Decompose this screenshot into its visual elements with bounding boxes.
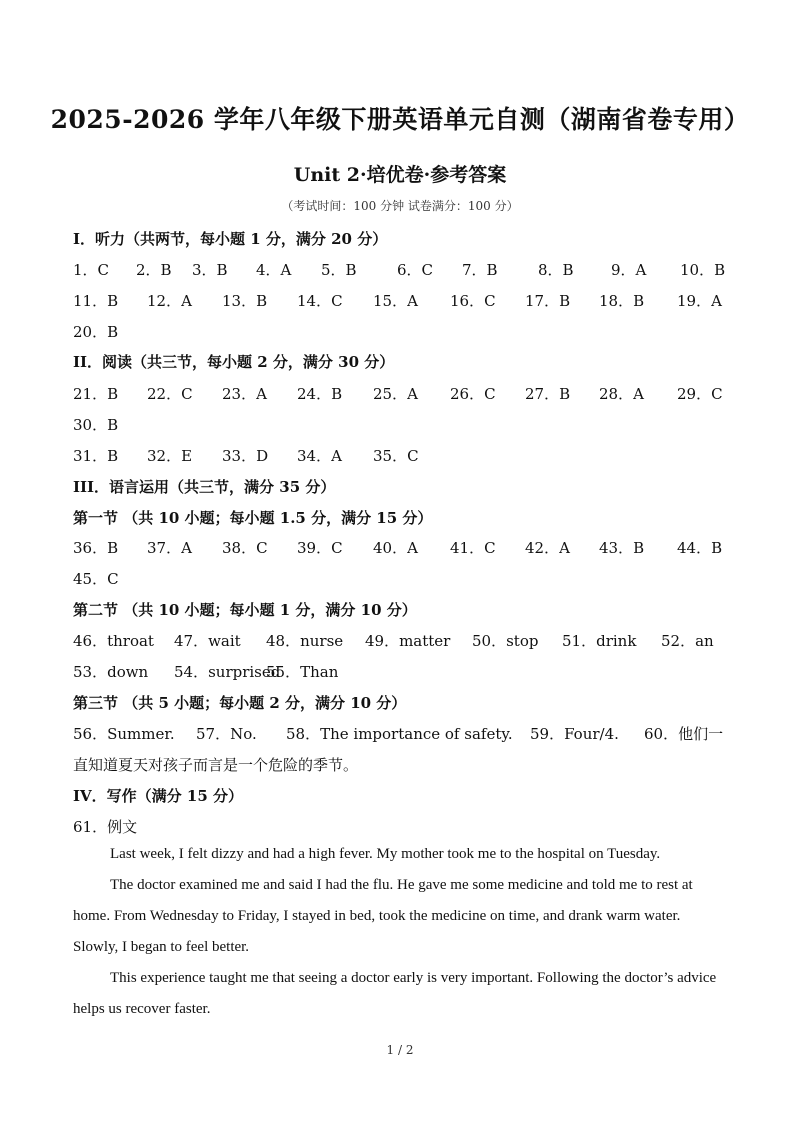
answer-item: 21．B (73, 385, 119, 403)
answer-item: 6．C (397, 261, 434, 279)
answer-item: 11．B (73, 292, 119, 310)
answer-item: 33．D (222, 447, 269, 465)
answer-item: 46．throat (73, 632, 154, 650)
writing-label: 61．例文 (73, 818, 138, 836)
answer-item: 16．C (450, 292, 496, 310)
answer-item: 59．Four/4. (530, 725, 619, 743)
answer-item: 36．B (73, 539, 119, 557)
answer-item: 18．B (599, 292, 645, 310)
listening-heading: I．听力（共两节，每小题 1 分，满分 20 分） (73, 230, 388, 248)
answer-item: 40．A (373, 539, 418, 557)
answer-item: 31．B (73, 447, 119, 465)
answer-item: 24．B (297, 385, 343, 403)
answer-item: 60．他们一 (644, 725, 724, 743)
reading-heading: II．阅读（共三节，每小题 2 分，满分 30 分） (73, 353, 395, 371)
answer-item: 19．A (677, 292, 722, 310)
answer-item: 42．A (525, 539, 570, 557)
answer-item: 1．C (73, 261, 110, 279)
answer-item: 12．A (147, 292, 192, 310)
answer-item: 30．B (73, 416, 119, 434)
answer-item: 45．C (73, 570, 119, 588)
answer-item: 27．B (525, 385, 571, 403)
answer-item: 37．A (147, 539, 192, 557)
exam-info: （考试时间：100 分钟 试卷满分：100 分） (281, 199, 519, 213)
answer-item: 50．stop (472, 632, 539, 650)
language-heading: III．语言运用（共三节，满分 35 分） (73, 478, 336, 496)
answer-item: 2．B (136, 261, 172, 279)
answer-item: 49．matter (365, 632, 451, 650)
answer-item: 14．C (297, 292, 343, 310)
answer-item: 29．C (677, 385, 723, 403)
answer-item: 10．B (680, 261, 726, 279)
exam-title: 2025-2026 学年八年级下册英语单元自测（湖南省卷专用） (50, 105, 750, 134)
answer-item: 52．an (661, 632, 714, 650)
answer-item: 54．surprised (174, 663, 281, 681)
answer-item: 28．A (599, 385, 644, 403)
answer-item: 20．B (73, 323, 119, 341)
answer-item: 17．B (525, 292, 571, 310)
answer-item: 57．No. (196, 725, 257, 743)
page-number: 1 / 2 (386, 1043, 414, 1057)
answer-item: 58．The importance of safety. (286, 725, 513, 743)
answer-item: 7．B (462, 261, 498, 279)
answer-item: 26．C (450, 385, 496, 403)
answer-item: 4．A (256, 261, 292, 279)
answer-item: 15．A (373, 292, 418, 310)
essay-paragraph: This experience taught me that seeing a doctor early is very important. Following the doctor’s advice helps us recover faster. (73, 970, 717, 1017)
answer-item: 47．wait (174, 632, 241, 650)
answer-item: 51．drink (562, 632, 637, 650)
answer-item: 8．B (538, 261, 574, 279)
part1-heading: 第一节 （共 10 小题；每小题 1.5 分，满分 15 分） (73, 509, 433, 527)
essay-paragraph: Last week, I felt dizzy and had a high fever. My mother took me to the hospital on Tuesday. (110, 846, 661, 862)
answer-item: 5．B (321, 261, 357, 279)
sample-essay (73, 839, 723, 1025)
essay-paragraph: The doctor examined me and said I had the flu. He gave me some medicine and told me to rest at home. From Wednesday to Friday, I stayed in bed, took the medicine on time, and drank warm water. Slowly, I began to feel better. (73, 877, 693, 955)
answer-continuation: 直知道夏天对孩子而言是一个危险的季节。 (73, 756, 359, 774)
answer-item: 56．Summer. (73, 725, 175, 743)
answer-item: 44．B (677, 539, 723, 557)
answer-item: 13．B (222, 292, 268, 310)
answer-item: 25．A (373, 385, 418, 403)
answer-item: 3．B (192, 261, 228, 279)
answer-item: 34．A (297, 447, 342, 465)
answer-item: 53．down (73, 663, 149, 681)
answer-item: 39．C (297, 539, 343, 557)
part3-heading: 第三节 （共 5 小题；每小题 2 分，满分 10 分） (73, 694, 407, 712)
unit-subtitle: Unit 2·培优卷·参考答案 (293, 164, 507, 186)
answer-item: 41．C (450, 539, 496, 557)
answer-item: 23．A (222, 385, 267, 403)
answer-item: 48．nurse (266, 632, 344, 650)
answer-item: 32．E (147, 447, 193, 465)
answer-item: 35．C (373, 447, 419, 465)
answer-item: 55．Than (266, 663, 339, 681)
answer-item: 9．A (611, 261, 647, 279)
part2-heading: 第二节 （共 10 小题；每小题 1 分，满分 10 分） (73, 601, 417, 619)
answer-item: 22．C (147, 385, 193, 403)
writing-heading: IV．写作（满分 15 分） (73, 787, 243, 805)
answer-item: 43．B (599, 539, 645, 557)
answer-item: 38．C (222, 539, 268, 557)
